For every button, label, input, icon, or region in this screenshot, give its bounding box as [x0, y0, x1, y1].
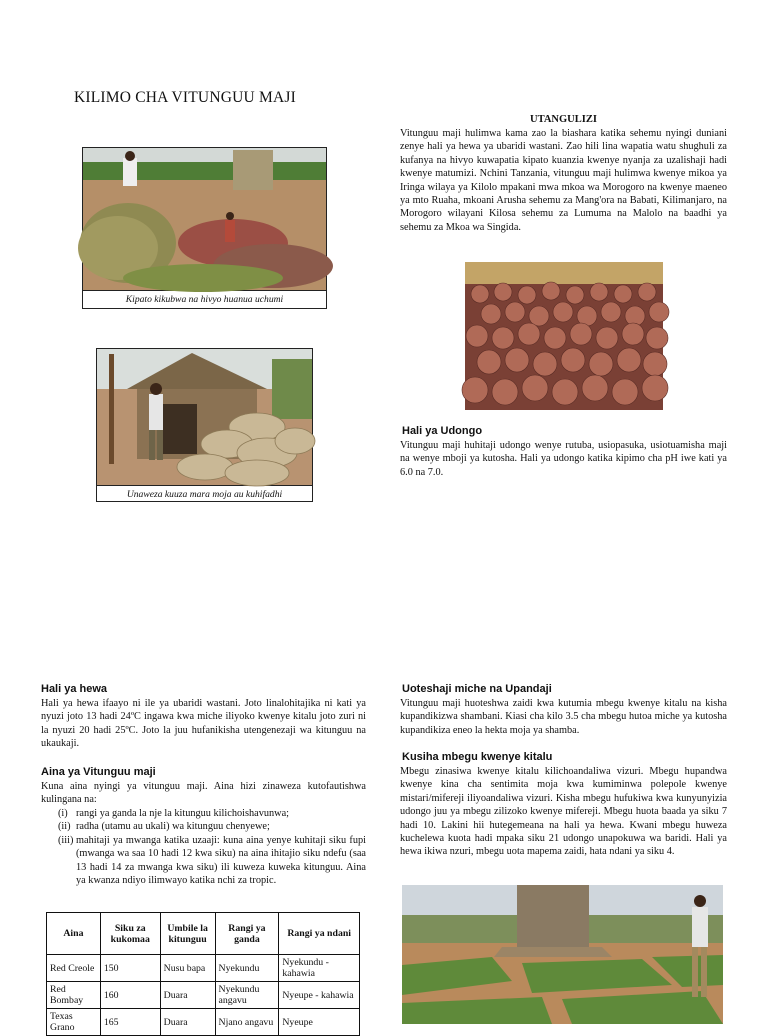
table-row: [47, 955, 360, 982]
table-cell: Nyekundu angavu: [215, 982, 279, 1009]
table-cell: Nyekundu: [215, 955, 279, 982]
harvest-photo-figure: [82, 147, 327, 309]
col-header-rangi-ganda: Rangi ya ganda: [215, 913, 279, 955]
list-item: (iii) mahitaji ya mwanga katika uzaaji: kuna aina yenye kuhitaji siku fupi (mwanga wa saa 10 hadi 12 kwa siku) na aina ihitajio siku ndefu (saa 13 hadi 14 za mwanga kwa siku) ili kuweza kuweka kitunguu. Aina ya kwanza ndiyo ilimwayo katika nchi za tropic.: [58, 834, 366, 887]
list-item: (ii) radha (utamu au ukali) wa kitunguu chenyewe;: [58, 821, 270, 833]
table-header-row: [47, 913, 360, 955]
storage-photo-figure: [96, 348, 313, 502]
table-cell: Red Creole: [47, 955, 101, 982]
aina-list: [58, 807, 366, 887]
table-cell: Texas Grano: [47, 1009, 101, 1036]
storage-photo-caption: Unaweza kuuza mara moja au kuhifadhi: [97, 485, 312, 501]
harvest-photo: [83, 148, 326, 290]
table-cell: Duara: [160, 982, 215, 1009]
intro-heading: UTANGULIZI: [530, 114, 597, 125]
col-header-umbile: Umbile la kitunguu: [160, 913, 215, 955]
storage-photo: [97, 349, 312, 485]
kusiha-heading: Kusiha mbegu kwenye kitalu: [402, 751, 553, 763]
table-cell: 150: [100, 955, 160, 982]
col-header-aina: Aina: [47, 913, 101, 955]
harvest-photo-caption: Kipato kikubwa na hivyo huanua uchumi: [83, 290, 326, 306]
document-title: KILIMO CHA VITUNGUU MAJI: [74, 89, 296, 106]
table-cell: Red Bombay: [47, 982, 101, 1009]
table-cell: Njano angavu: [215, 1009, 279, 1036]
uoteshaji-paragraph: Vitunguu maji huoteshwa zaidi kwa kutumia mbegu kwenye kitalu na kisha kupandikizwa shambani. Kiasi cha kilo 3.5 cha mbegu hutoa miche ya kutosha kupandikiza eneo la hekta moja ya shamba.: [400, 698, 727, 736]
nursery-photo: [402, 885, 723, 1024]
table-cell: Nyeupe: [279, 1009, 360, 1036]
col-header-rangi-ndani: Rangi ya ndani: [279, 913, 360, 955]
aina-paragraph: Kuna aina nyingi ya vitunguu maji. Aina hizi zinaweza kutofautishwa kulingana na:: [41, 781, 366, 806]
table-cell: Nyeupe - kahawia: [279, 982, 360, 1009]
uoteshaji-heading: Uoteshaji miche na Upandaji: [402, 683, 552, 695]
hewa-paragraph: Hali ya hewa ifaayo ni ile ya ubaridi wastani. Joto linalohitajika ni kati ya nyuzi joto 13 hadi 24ºC ingawa kwa miche iliyoko kwenye kitalu joto zuri ni la nyuzi 20 hadi 25ºC. Joto la juu hufanikisha utengenezaji wa kitunguu na ukaukaji.: [41, 698, 366, 750]
hewa-heading: Hali ya hewa: [41, 683, 108, 695]
table-cell: Nyekundu - kahawia: [279, 955, 360, 982]
aina-heading: Aina ya Vitunguu maji: [41, 766, 156, 778]
table-row: [47, 982, 360, 1009]
table-cell: 160: [100, 982, 160, 1009]
list-item: (i) rangi ya ganda la nje la kitunguu kilichoishavunwa;: [58, 808, 290, 819]
kusiha-paragraph: Mbegu zinasiwa kwenye kitalu kilichoandaliwa vizuri. Mbegu hupandwa kwenye kina cha sentimita moja kwa kumiminwa polepole kwenye mistari/mifereji iliyoandaliwa vizuri. Kisha mbegu hufukiwa kwa kunyunyizia udongo juu ya mbegu zilizoko kwenye mifereji. Mbegu huota baada ya siku 7 hadi 10. Lakini hii hutegemeana na hali ya hewa. Kwani mbegu huweza kuchelewa kuota hadi mpaka siku 21 udongo unapokuwa wa baridi. Hali ya hewa ikiwa nzuri, mbegu uota mapema zaidi, hata ndani ya siku 4.: [400, 766, 727, 858]
onion-heap-photo: [465, 262, 663, 410]
table-cell: Nusu bapa: [160, 955, 215, 982]
onion-heap-image: [465, 262, 663, 410]
intro-paragraph: Vitunguu maji hulimwa kama zao la biashara katika sehemu nyingi duniani zenye hali ya hewa ya ubaridi wastani. Zao hili lina wapatia watu shughuli za kufanya na hivyo kuwapatia kipato kuanzia kwenye nyanja za uzalishaji hadi kwenye matumizi. Nchini Tanzania, vitunguu maji hulimwa kwenye mikoa ya Iringa wilaya ya Kilolo mpakani mwa mkoa wa Morogoro na kwenye maeneo ya mto Ruaha, mkoani Arusha sehemu za Mang'ora na Babati, Kilimanjaro, na Morogoro wilayani Kilosa sehemu za Lumuma na Malolo na baadhi ya sehemu za Mkoa wa Singida.: [400, 128, 727, 233]
table-cell: 165: [100, 1009, 160, 1036]
col-header-siku: Siku za kukomaa: [100, 913, 160, 955]
udongo-heading: Hali ya Udongo: [402, 425, 483, 437]
nursery-image: [402, 885, 723, 1024]
aina-table: [46, 912, 360, 1036]
table-row: [47, 1009, 360, 1036]
udongo-paragraph: Vitunguu maji huhitaji udongo wenye rutuba, usiopasuka, usiotuamisha maji na wenye mboji ya kutosha. Hali ya udongo katika kipimo cha pH iwe kati ya 6.0 na 7.0.: [400, 440, 727, 478]
table-cell: Duara: [160, 1009, 215, 1036]
aina-table-wrap: [46, 912, 360, 1033]
